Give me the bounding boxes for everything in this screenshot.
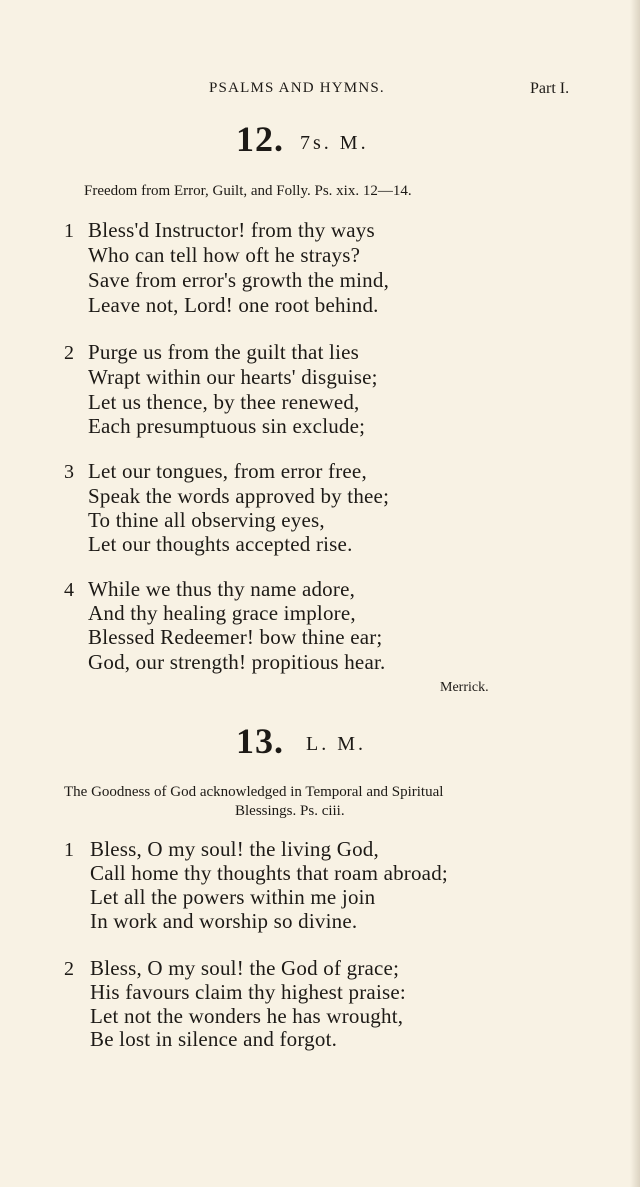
hymn-meter: L. M. [306,733,366,755]
verse-line: Save from error's growth the mind, [88,268,390,292]
verse-line: To thine all observing eyes, [88,508,325,532]
verse-line: Call home thy thoughts that roam abroad; [90,861,448,885]
hymn-subtitle-continued: Blessings. Ps. ciii. [235,803,345,819]
verse-line: In work and worship so divine. [90,909,358,933]
page-gutter-shadow [630,0,640,1187]
running-head: PSALMS AND HYMNS. [209,80,385,96]
hymn-meter: 7s. M. [300,132,369,154]
verse-line: His favours claim thy highest praise: [90,980,406,1004]
verse-line: Be lost in silence and forgot. [90,1027,338,1051]
verse-line: Each presumptuous sin exclude; [88,414,366,438]
verse-line: Let our tongues, from error free, [88,459,367,483]
verse-line: Bless, O my soul! the living God, [90,837,379,861]
verse-line: Let not the wonders he has wrought, [90,1004,404,1028]
hymn-subtitle: The Goodness of God acknowledged in Temporal and Spiritual [64,784,444,800]
verse-line: Who can tell how oft he strays? [88,243,361,267]
verse-line: Bless, O my soul! the God of grace; [90,956,400,980]
page-part-label: Part I. [530,80,570,97]
stanza-number: 2 [64,958,74,980]
verse-line: Blessed Redeemer! bow thine ear; [88,625,383,649]
stanza-number: 1 [64,220,74,242]
stanza-number: 3 [64,461,74,483]
verse-line: Let us thence, by thee renewed, [88,390,360,414]
verse-line: Bless'd Instructor! from thy ways [88,218,375,242]
verse-line: Let our thoughts accepted rise. [88,532,353,556]
verse-line: Purge us from the guilt that lies [88,340,360,364]
hymn-number: 13. [236,721,284,761]
hymn-number: 12. [236,119,284,159]
hymn-author: Merrick. [440,680,489,695]
verse-line: Wrapt within our hearts' disguise; [88,365,378,389]
verse-line: Leave not, Lord! one root behind. [88,293,379,317]
stanza-number: 1 [64,839,74,861]
stanza-number: 4 [64,579,74,601]
verse-line: God, our strength! propitious hear. [88,650,386,674]
stanza-number: 2 [64,342,74,364]
verse-line: While we thus thy name adore, [88,577,356,601]
hymn-subtitle: Freedom from Error, Guilt, and Folly. Ps. xix. 12—14. [84,183,412,199]
verse-line: Let all the powers within me join [90,885,376,909]
verse-line: And thy healing grace implore, [88,601,356,625]
verse-line: Speak the words approved by thee; [88,484,390,508]
